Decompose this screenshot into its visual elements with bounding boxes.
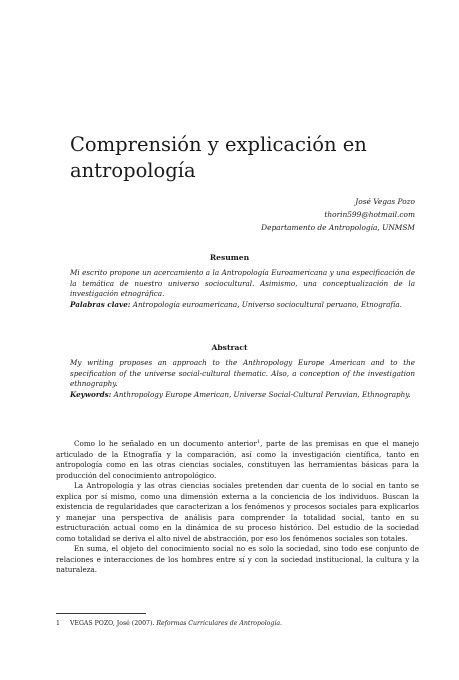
body-text bbox=[56, 439, 419, 576]
abstract-keywords bbox=[70, 390, 415, 401]
resumen-keywords-text: Antropología euroamericana, Universo sociocultural peruano, Etnografía. bbox=[132, 299, 402, 309]
author-block bbox=[261, 196, 415, 234]
resumen-keywords-label: Palabras clave: bbox=[70, 299, 131, 309]
footnote-number: 1 bbox=[56, 620, 60, 627]
footnote bbox=[56, 619, 419, 628]
resumen-section bbox=[70, 268, 415, 310]
body-paragraph-1-start: Como lo he señalado en un documento anterior bbox=[74, 439, 257, 448]
author-affiliation: Departamento de Antropología, UNMSM bbox=[261, 222, 415, 232]
resumen-keywords bbox=[70, 300, 415, 311]
body-paragraph-1 bbox=[56, 439, 419, 481]
abstract-heading: Abstract bbox=[211, 343, 248, 352]
abstract-section bbox=[70, 358, 415, 400]
body-paragraph-2: La Antropología y las otras ciencias sociales pretenden dar cuenta de lo social en tanto se explica por sí mismo, como una dimensión externa a la conciencia de los individuos. Buscan la existencia de regularidades que caracterizan a los fenómenos y procesos sociales para explicarlos y manejar una perspectiva de análisis para comprender la totalidad social, tanto en su estructuración actual como en la dinámica de su proceso histórico. Del estudio de la sociedad como totalidad se deriva el alto nivel de abstracción, por eso los fenómenos sociales son totales. bbox=[56, 481, 419, 543]
footnote-divider bbox=[56, 613, 146, 614]
body-paragraph-3: En suma, el objeto del conocimiento social no es solo la sociedad, sino todo ese conjunto de relaciones e interacciones de los hombres entre sí y con la sociedad institucional, la cultura y la naturaleza. bbox=[56, 544, 419, 574]
resumen-heading: Resumen bbox=[209, 253, 250, 262]
author-email: thorin599@hotmail.com bbox=[324, 209, 415, 219]
abstract-keywords-label: Keywords: bbox=[70, 389, 112, 399]
abstract-keywords-text: Anthropology Europe American, Universe Social-Cultural Peruvian, Ethnography. bbox=[113, 389, 411, 399]
resumen-text: Mi escrito propone un acercamiento a la Antropología Euroamericana y una especificación de la temática de nuestro universo sociocultural. Asimismo, una conceptualización de la investigación etnográfica. bbox=[70, 268, 415, 298]
abstract-text: My writing proposes an approach to the Anthropology Europe American and to the specification of the universe social-cultural thematic. Also, a conception of the investigation ethnography. bbox=[70, 358, 415, 388]
footnote-reference[interactable]: 1 bbox=[256, 439, 261, 445]
body-paragraph-1-rest: , parte de las premisas en que el manejo articulado de la Etnografía y la comparación, así como la investigación científica, tanto en antropología como en las otras ciencias sociales, constituyen las herramientas básicas para la producción del conocimiento antropológico. bbox=[56, 439, 419, 480]
author-name: José Vegas Pozo bbox=[355, 197, 415, 206]
article-title: Comprensión y explicación en antropología bbox=[70, 133, 367, 182]
footnote-author: VEGAS POZO, José (2007). bbox=[70, 620, 155, 627]
footnote-source: Reformas Curriculares de Antropología. bbox=[156, 620, 282, 627]
